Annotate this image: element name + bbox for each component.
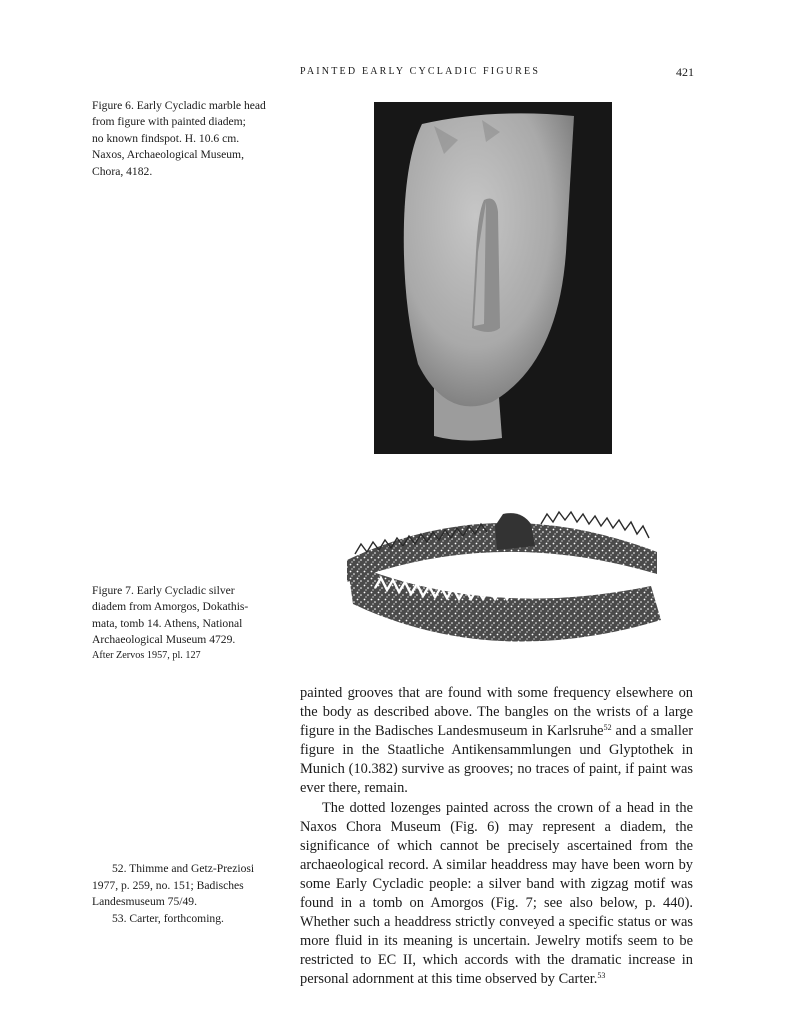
caption-line: mata, tomb 14. Athens, National	[92, 616, 243, 630]
footnote-ref-52[interactable]: 52	[603, 723, 612, 733]
caption-line: diadem from Amorgos, Dokathis-	[92, 600, 249, 614]
figure-6-caption	[92, 98, 292, 180]
paragraph: The dotted lozenges painted across the crown of a head in the Naxos Chora Museum (Fig. 6) may represent a diadem, the significance of which cannot be precisely ascertained from the archaeological record. A similar headdress may have been worn by some Early Cycladic people: a silver band with zigzag motif was found in a tomb on Amorgos (Fig. 7; see also below, p. 440). Whether such a headdress strictly conveyed a specific status or was more fluid in its meaning is uncertain. Jewelry motifs seem to be restricted to EC II, which accords with the dramatic increase in personal adornment at this time observed by Carter.$^{53}$	[300, 799, 693, 988]
footnote-line: 53. Carter, forthcoming.	[112, 911, 224, 925]
caption-line: Figure 7. Early Cycladic silver	[92, 584, 235, 597]
figure-7-credit: After Zervos 1957, pl. 127	[92, 649, 201, 661]
caption-line: from figure with painted diadem;	[92, 115, 246, 129]
page-number: 421	[676, 65, 694, 79]
caption-line: no known findspot. H. 10.6 cm.	[92, 131, 240, 145]
caption-line: Chora, 4182.	[92, 164, 153, 178]
footnote-line: Landesmuseum 75/49.	[92, 895, 197, 909]
footnotes	[92, 861, 292, 927]
figure-7-caption	[92, 583, 292, 663]
footnote-line: 52. Thimme and Getz-Preziosi	[112, 862, 255, 875]
running-head: PAINTED EARLY CYCLADIC FIGURES	[300, 66, 541, 77]
caption-line: Naxos, Archaeological Museum,	[92, 148, 244, 162]
figure-7-diadem-drawing	[335, 500, 670, 670]
caption-line: Archaeological Museum 4729.	[92, 633, 236, 647]
footnote-ref-53[interactable]: 53	[597, 971, 606, 981]
footnote-line: 1977, p. 259, no. 151; Badisches	[92, 878, 244, 892]
paragraph: painted grooves that are found with some frequency elsewhere on the body as described above. The bangles on the wrists of a large figure in the Badisches Landesmuseum in Karlsruhe$^{52}$ and a smaller figure in the Staatliche Antikensammlungen und Glyptothek in Munich (10.382) survive as grooves; no traces of paint, if paint was ever there, remain.	[300, 685, 693, 797]
caption-line: Figure 6. Early Cycladic marble head	[92, 99, 266, 112]
body-text	[300, 684, 693, 990]
figure-6-marble-head-photo	[374, 102, 612, 454]
